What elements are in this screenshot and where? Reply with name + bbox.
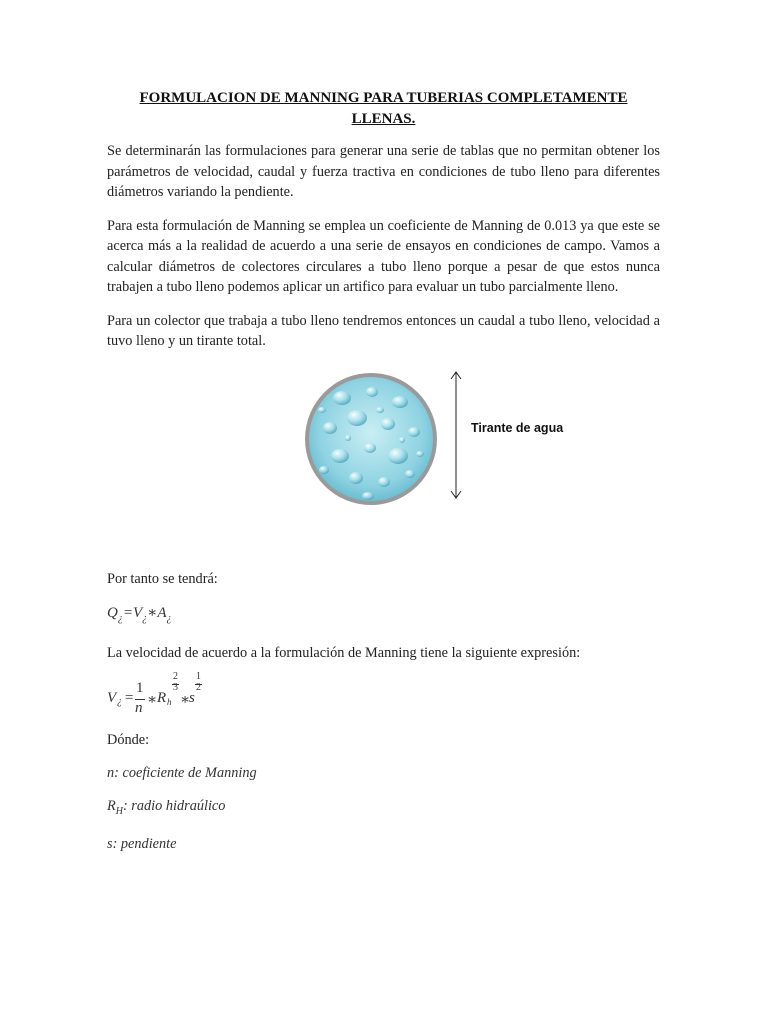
eq1-equals: =: [122, 604, 133, 621]
eq1-v-sub: ¿: [142, 612, 148, 624]
manning-equation: [107, 670, 660, 720]
definition-rh: [107, 796, 660, 822]
water-depth-label: Tirante de agua: [471, 420, 564, 435]
definition-rh-text: : radio hidraúlico: [122, 797, 226, 814]
definition-rh-sub: H: [115, 805, 123, 817]
eq2-v: V: [107, 689, 117, 706]
paragraph-full-pipe: Para un colector que trabaja a tubo lleno tendremos entonces un caudal a tubo lleno, velocidad a tuvo lleno y un tirante total.: [107, 312, 660, 349]
donde-text: Dónde:: [107, 731, 150, 748]
definition-n-text: : coeficiente de Manning: [114, 764, 257, 781]
eq2-exp1-den: 3: [173, 681, 178, 693]
eq2-s: s: [189, 689, 195, 706]
definition-n-symbol: n: [107, 764, 115, 781]
eq2-denominator: n: [135, 699, 143, 716]
document-page: [107, 88, 660, 867]
eq2-times-2: ∗: [180, 691, 191, 708]
eq2-exp1-num: 2: [173, 670, 178, 682]
water-pipe-cross-section-icon: [302, 370, 440, 508]
eq1-q: Q: [107, 604, 118, 621]
definition-s-text: : pendiente: [112, 836, 177, 853]
eq1-a-sub: ¿: [166, 612, 172, 624]
paragraph-intro: Se determinarán las formulaciones para generar una serie de tablas que no permitan obtener los parámetros de velocidad, caudal y fuerza tractiva en condiciones de tubo lleno para diferentes diámetros variando la pendiente.: [107, 143, 660, 200]
eq2-exp2-den: 2: [196, 681, 201, 693]
eq1-q-sub: ¿: [117, 612, 123, 624]
eq1-v: V: [132, 604, 143, 621]
definition-rh-symbol: R: [107, 797, 116, 814]
pipe-figure: [107, 365, 660, 555]
eq2-times-1: ∗: [147, 691, 158, 708]
eq2-v-sub: ¿: [117, 695, 122, 707]
eq2-r-sub: h: [167, 696, 172, 707]
water-depth-arrow-icon: [449, 371, 463, 499]
definition-n: [107, 763, 660, 783]
por-tanto-text: Por tanto se tendrá:: [107, 570, 218, 587]
eq2-equals: =: [124, 689, 135, 706]
flow-equation: [107, 602, 660, 630]
eq1-a: A: [157, 604, 167, 621]
velocity-text: La velocidad de acuerdo a la formulación de Manning tiene la siguiente expresión:: [107, 644, 581, 661]
eq2-r: R: [157, 689, 167, 706]
eq2-exp2-num: 1: [196, 670, 201, 682]
document-title: FORMULACION DE MANNING PARA TUBERIAS COMPLETAMENTE LLENAS.: [139, 90, 628, 127]
definition-s: [107, 834, 660, 854]
eq2-numerator: 1: [136, 679, 144, 696]
eq1-times: ∗: [147, 604, 158, 621]
paragraph-manning-coefficient: Para esta formulación de Manning se emplea un coeficiente de Manning de 0.013 ya que este se acerca más a la realidad de acuerdo a una serie de ensayos en condiciones de campo. Vamos a calcular diámetros de colectores circulares a tubo lleno porque a pesar de que estos nunca trabajen a tubo lleno podemos aplicar un artifico para evaluar un tubo parcialmente lleno.: [107, 217, 660, 295]
definition-s-symbol: s: [107, 836, 113, 853]
